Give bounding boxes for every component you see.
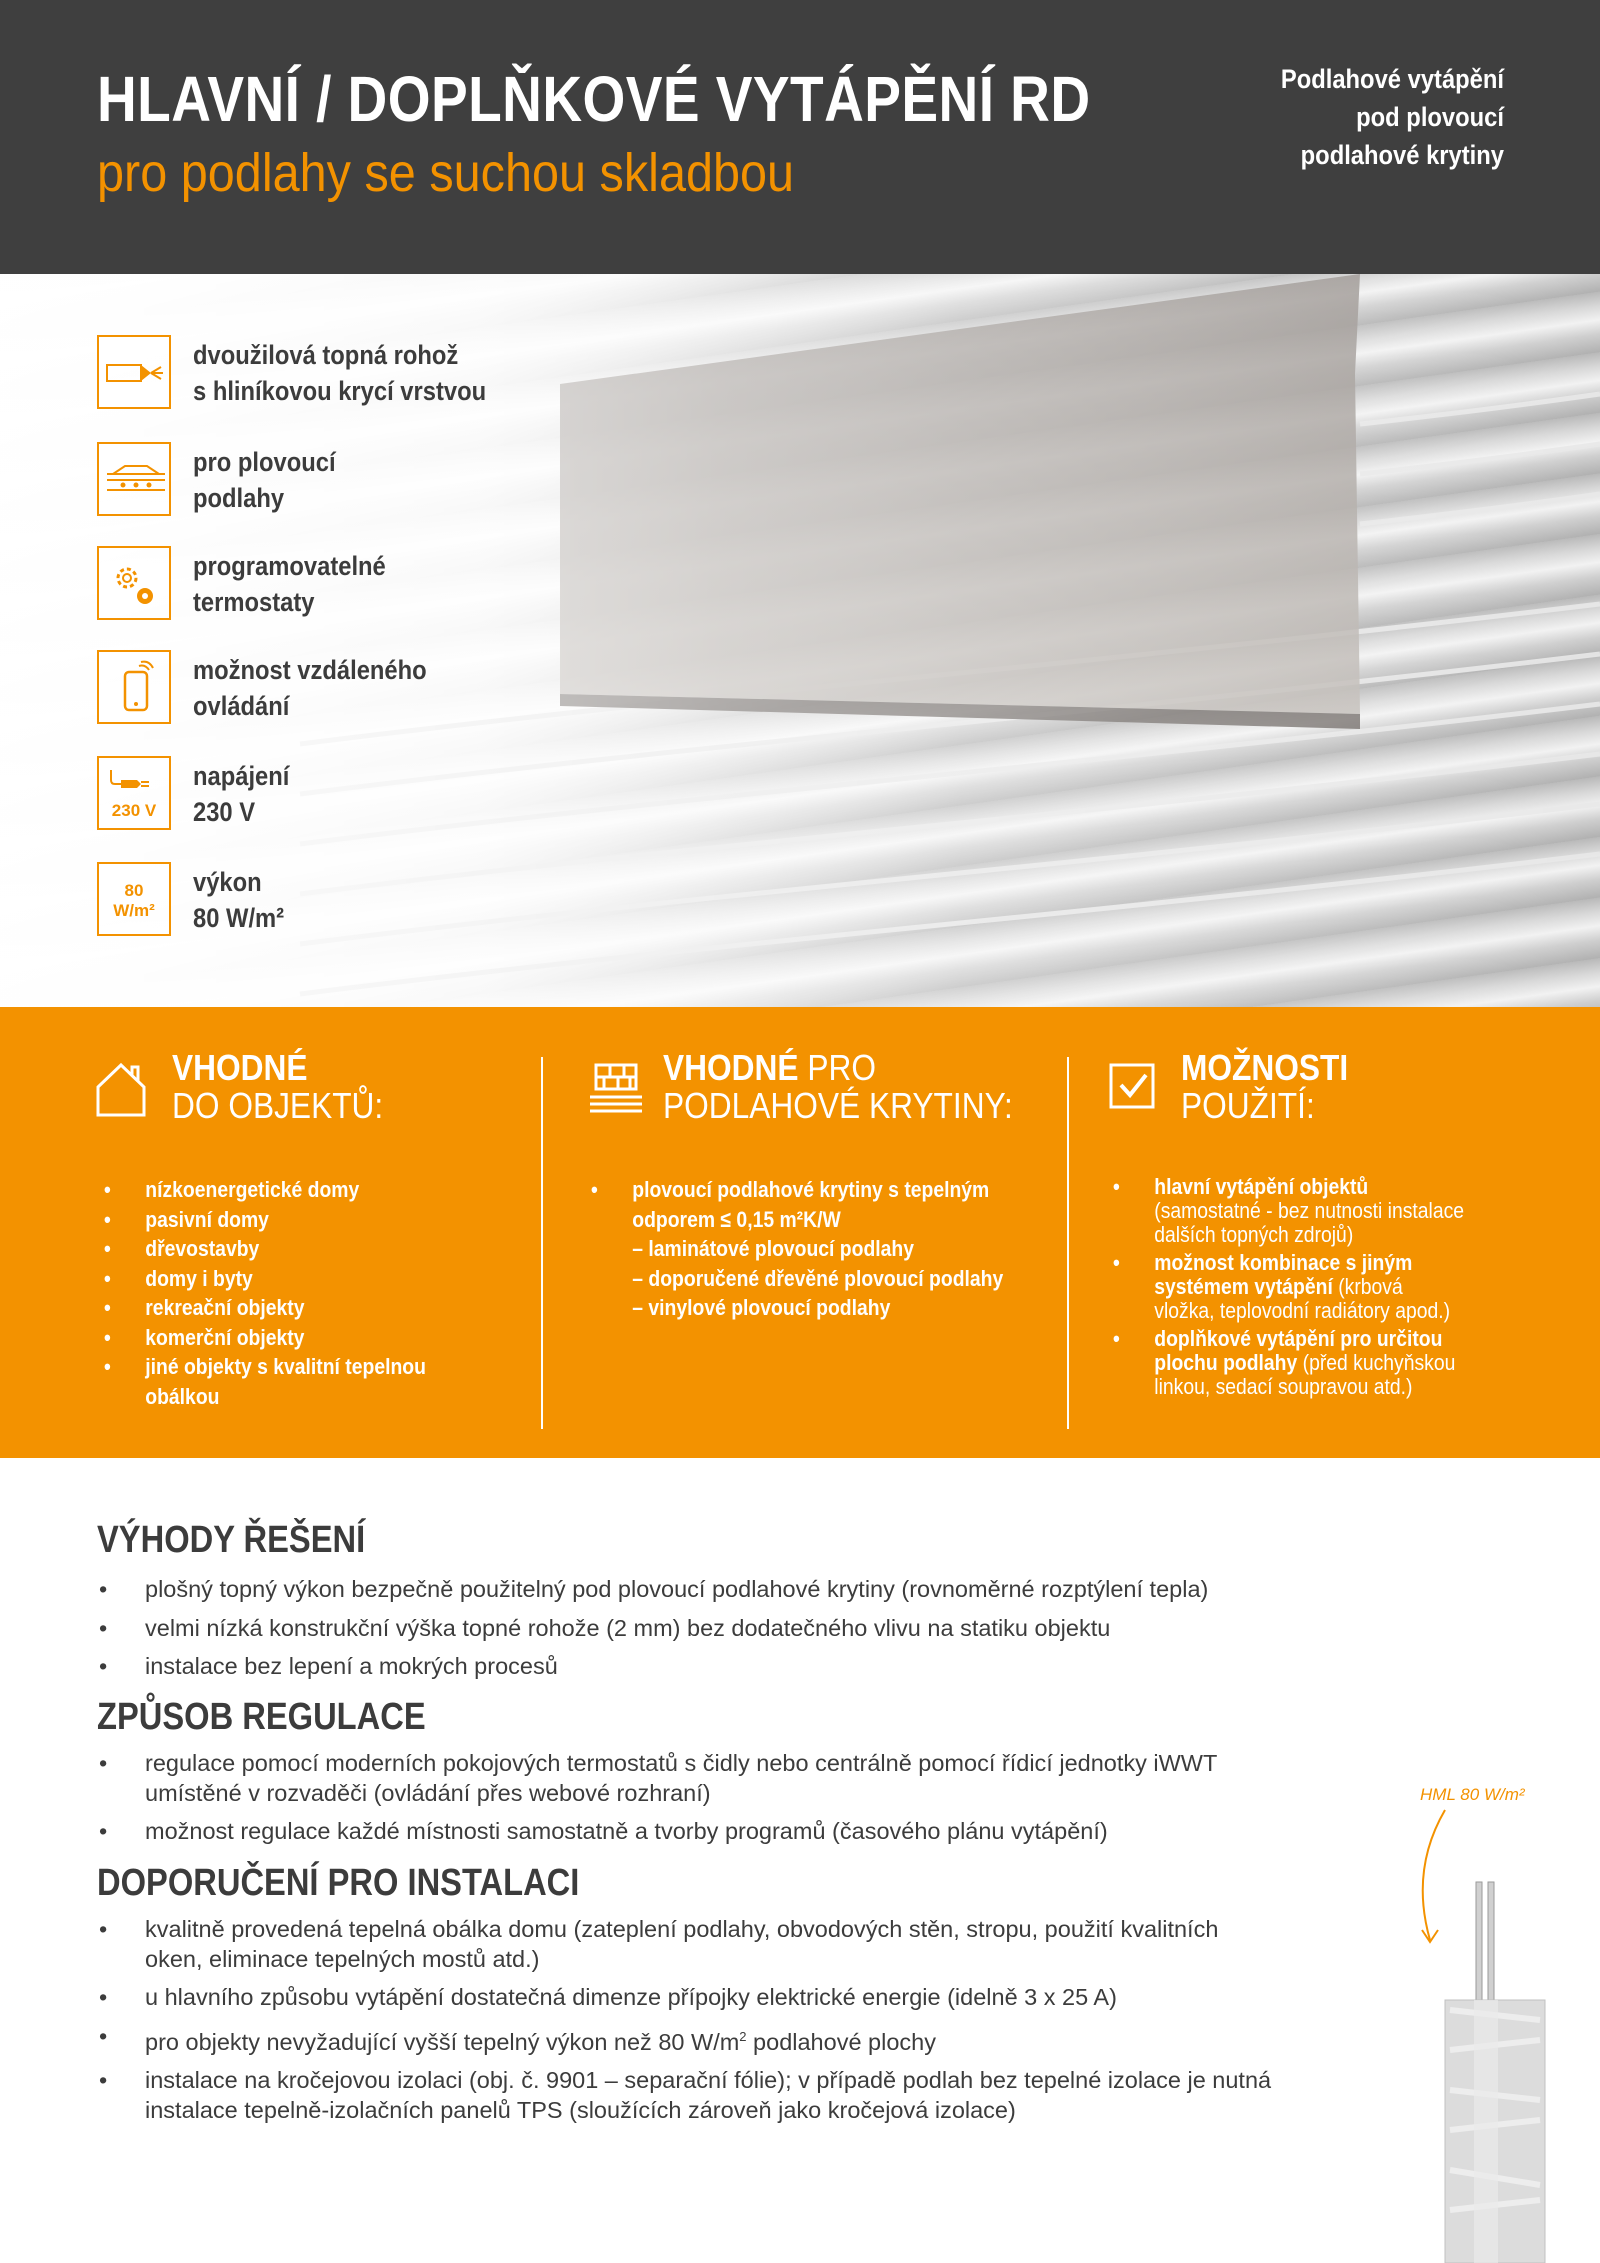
header-tagline <box>1222 60 1504 174</box>
power-icon: 80 W/m² <box>97 862 171 936</box>
tagline-line: podlahové krytiny <box>1300 140 1504 170</box>
heating-cable-illustration <box>1400 1790 1600 2263</box>
list-item: • plošný topný výkon bezpečně použitelný pod plovoucí podlahové krytiny (rovnoměrné rozptýlení tepla) <box>97 1575 1208 1605</box>
column-heading: VHODNÉ DO OBJEKTŮ: <box>172 1047 384 1126</box>
feature-item <box>97 335 697 411</box>
page-subtitle: pro podlahy se suchou skladbou <box>97 143 795 203</box>
list-item: • pro objekty nevyžadující vyšší tepelný výkon než 80 $W/m^2$ podlahové plochy <box>97 2022 1271 2058</box>
suitability-band <box>0 1007 1600 1458</box>
hero-photo <box>0 274 1600 1007</box>
list-item: • instalace bez lepení a mokrých procesů <box>97 1652 1208 1682</box>
list-item: • komerční objekty <box>104 1323 426 1353</box>
list-item: • hlavní vytápění objektů <box>1113 1175 1464 1199</box>
list-item: • pasivní domy <box>104 1205 426 1235</box>
feature-item <box>97 442 697 518</box>
sub-item: – doporučené dřevěné plovoucí podlahy <box>632 1265 1004 1291</box>
section-heading-regulation: ZPŮSOB REGULACE <box>97 1696 426 1738</box>
floor-coverings-list <box>591 1175 1003 1323</box>
list-item: • regulace pomocí moderních pokojových termostatů s čidly nebo centrálně pomocí řídicí jednotky iWWT <box>97 1749 1217 1779</box>
list-item: • u hlavního způsobu vytápění dostatečná dimenze přípojky elektrické energie (idelně 3 x 25 A) <box>97 1983 1271 2013</box>
section-heading-advantages: VÝHODY ŘEŠENÍ <box>97 1519 366 1561</box>
regulation-list: • regulace pomocí moderních pokojových termostatů s čidly nebo centrálně pomocí řídicí jednotky iWWT umístěné v rozvaděči (ovládání přes webové rozhraní) • možnost regulace každé místnosti samostatně a tvorby programů (časového plánu vytápění) <box>97 1749 1217 1856</box>
list-item: • kvalitně provedená tepelná obálka domu (zateplení podlahy, obvodových stěn, stropu, použití kvalitních <box>97 1915 1271 1945</box>
list-item: • nízkoenergetické domy <box>104 1175 426 1205</box>
list-item: • plovoucí podlahové krytiny s tepelným <box>591 1175 1003 1205</box>
plug-icon: 230 V <box>97 756 171 830</box>
column-heading: MOŽNOSTI POUŽITÍ: <box>1181 1047 1349 1126</box>
list-item: • velmi nízká konstrukční výška topné rohože (2 mm) bez dodatečného vlivu na statiku objektu <box>97 1614 1208 1644</box>
checkbox-icon <box>1108 1059 1160 1111</box>
list-item: • jiné objekty s kvalitní tepelnou <box>104 1352 426 1382</box>
floor-coverings-column <box>543 1007 1067 1458</box>
gears-icon <box>97 546 171 620</box>
floating-floor-icon <box>97 442 171 516</box>
usage-column <box>1069 1007 1600 1458</box>
page-title: HLAVNÍ / DOPLŇKOVÉ VYTÁPĚNÍ RD <box>97 63 1091 135</box>
floor-layers-icon <box>588 1059 644 1115</box>
tagline-line: pod plovoucí <box>1356 102 1504 132</box>
house-icon <box>94 1059 148 1119</box>
objects-column <box>0 1007 540 1458</box>
feature-text: možnost vzdáleného ovládání <box>193 655 427 721</box>
feature-item <box>97 756 697 832</box>
feature-text: pro plovoucí podlahy <box>193 447 336 513</box>
installation-list: • kvalitně provedená tepelná obálka domu (zateplení podlahy, obvodových stěn, stropu, použití kvalitních oken, eliminace tepelných mostů atd.) • u hlavního způsobu vytápění dostatečná dimenze přípojky elektrické energie (idelně 3 x 25 A) • pro objekty nevyžadující vyšší tepelný výkon než 80 $W/m^2$ podlahové plochy • instalace na kročejovou izolaci (obj. č. 9901 – separační fólie); v případě podlah bez tepelné izolace je nutná instalace tepelně-izolačních panelů TPS (sloužících zároveň jako kročejová izolace) <box>97 1915 1271 2125</box>
cable-label: HML 80 W/m² <box>1420 1785 1525 1804</box>
list-item: • rekreační objekty <box>104 1293 426 1323</box>
feature-text: napájení 230 V <box>193 761 290 827</box>
usage-list: • hlavní vytápění objektů (samostatné - bez nutnosti instalace dalších topných zdrojů) • možnost kombinace s jiným systémem vytápění (krbová vložka, teplovodní radiátory apod.) • doplňkové vytápění pro určitou plochu podlahy (před kuchyňskou linkou, sedací soupravou atd.) <box>1113 1175 1464 1399</box>
feature-item <box>97 650 697 726</box>
sub-item: – vinylové plovoucí podlahy <box>632 1295 891 1320</box>
smartphone-icon <box>97 650 171 724</box>
list-item: • instalace na kročejovou izolaci (obj. č. 9901 – separační fólie); v případě podlah bez tepelné izolace je nutná <box>97 2066 1271 2096</box>
list-item: • domy i byty <box>104 1264 426 1294</box>
list-item: • doplňkové vytápění pro určitou <box>1113 1327 1464 1351</box>
sub-item: – laminátové plovoucí podlahy <box>632 1236 914 1261</box>
feature-item <box>97 862 697 938</box>
header-banner <box>0 0 1600 274</box>
feature-text: dvoužilová topná rohož s hliníkovou krycí vrstvou <box>193 340 487 406</box>
feature-text: programovatelné termostaty <box>193 551 386 617</box>
advantages-list <box>97 1575 1208 1691</box>
list-item-continuation: odporem ≤ 0,15 m²K/W <box>632 1206 841 1232</box>
tagline-line: Podlahové vytápění <box>1280 64 1504 94</box>
list-item: • možnost kombinace s jiným <box>1113 1251 1464 1275</box>
list-item-continuation: obálkou <box>145 1383 220 1409</box>
list-item: • dřevostavby <box>104 1234 426 1264</box>
objects-list <box>104 1175 426 1411</box>
column-heading: VHODNÉ PRO PODLAHOVÉ KRYTINY: <box>663 1047 1013 1126</box>
heating-mat-icon <box>97 335 171 409</box>
section-heading-installation: DOPORUČENÍ PRO INSTALACI <box>97 1862 580 1904</box>
list-item: • možnost regulace každé místnosti samostatně a tvorby programů (časového plánu vytápění) <box>97 1817 1217 1847</box>
feature-text: výkon 80 W/m² <box>193 867 285 933</box>
feature-item <box>97 546 697 622</box>
